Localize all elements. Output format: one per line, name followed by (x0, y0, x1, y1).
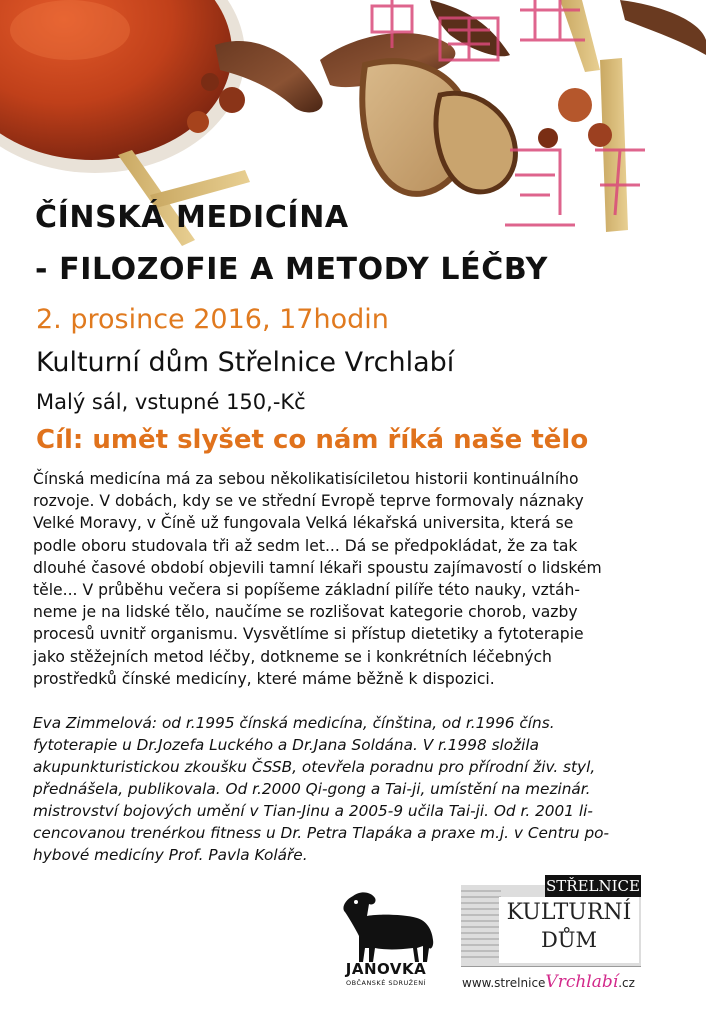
url-prefix: www.strelnice (462, 976, 546, 990)
janovka-subtitle: OBČANSKÉ SDRUŽENÍ (346, 979, 426, 987)
event-venue: Kulturní dům Střelnice Vrchlabí (36, 347, 455, 378)
website-url[interactable] (462, 972, 635, 992)
herb-berry (219, 87, 245, 113)
janovka-name: JANOVKA (345, 960, 427, 978)
title-line-1: ČÍNSKÁ MEDICÍNA (35, 200, 349, 235)
event-goal: Cíl: umět slyšet co nám říká naše tělo (36, 425, 589, 455)
tea-highlight (10, 0, 130, 60)
url-suffix: .cz (618, 976, 635, 990)
herb-berry (201, 73, 219, 91)
kd-line-kulturni: KULTURNÍ (506, 900, 632, 925)
herb-berry (538, 128, 558, 148)
kd-line-dum: DŮM (540, 928, 598, 952)
herb-root (620, 0, 706, 55)
herb-berry (588, 123, 612, 147)
herb-berry (558, 88, 592, 122)
event-description: Čínská medicína má za sebou několikatisíciletou historii kontinuálního rozvoje. V dobách, kdy se ve střední Evropě teprve formovaly náznaky Velké Moravy, v Číně už fungovala Velká lékařská universita, která se podle oboru studovala tři až sedm let... Dá se předpokládat, že za tak dlouhé časové období objevili tamní lékaři spoustu zajímavostí o lidském těle... V průběhu večera si popíšeme základní pilíře této nauky, vztáh- neme je na lidské tělo, naučíme se rozlišovat kategorie chorob, vazby procesů uvnitř organismu. Vysvětlíme si přístup dietetiky a fytoterapie jako stěžejních metod léčby, dotkneme se i konkrétních léčebných prostředků čínské medicíny, které máme běžně k dispozici. (33, 470, 602, 688)
event-hall-price: Malý sál, vstupné 150,-Kč (36, 390, 306, 414)
url-brand: Vrchlabí (545, 972, 619, 992)
title-line-2: - FILOZOFIE A METODY LÉČBY (35, 252, 548, 287)
event-date: 2. prosince 2016, 17hodin (36, 304, 389, 335)
lecturer-bio: Eva Zimmelová: od r.1995 čínská medicína, čínština, od r.1996 číns. fytoterapie u Dr.Jozefa Luckého a Dr.Jana Soldána. V r.1998 složila akupunkturistickou zkoušku ČSSB, otevřela poradnu pro přírodní živ. styl, přednášela, publikovala. Od r.2000 Qi-gong a Tai-ji, umístění na mezinár. mistrovství bojových umění v Tian-Jinu a 2005-9 učila Tai-ji. Od r. 2001 li- cencovanou trenérkou fitness u Dr. Petra Tlapáka a praxe m.j. v Centru po- hybové medicíny Prof. Pavla Koláře. (33, 714, 610, 864)
kd-badge-strelnice: STŘELNICE (546, 877, 640, 895)
herb-berry (187, 111, 209, 133)
poster-title (35, 192, 548, 296)
